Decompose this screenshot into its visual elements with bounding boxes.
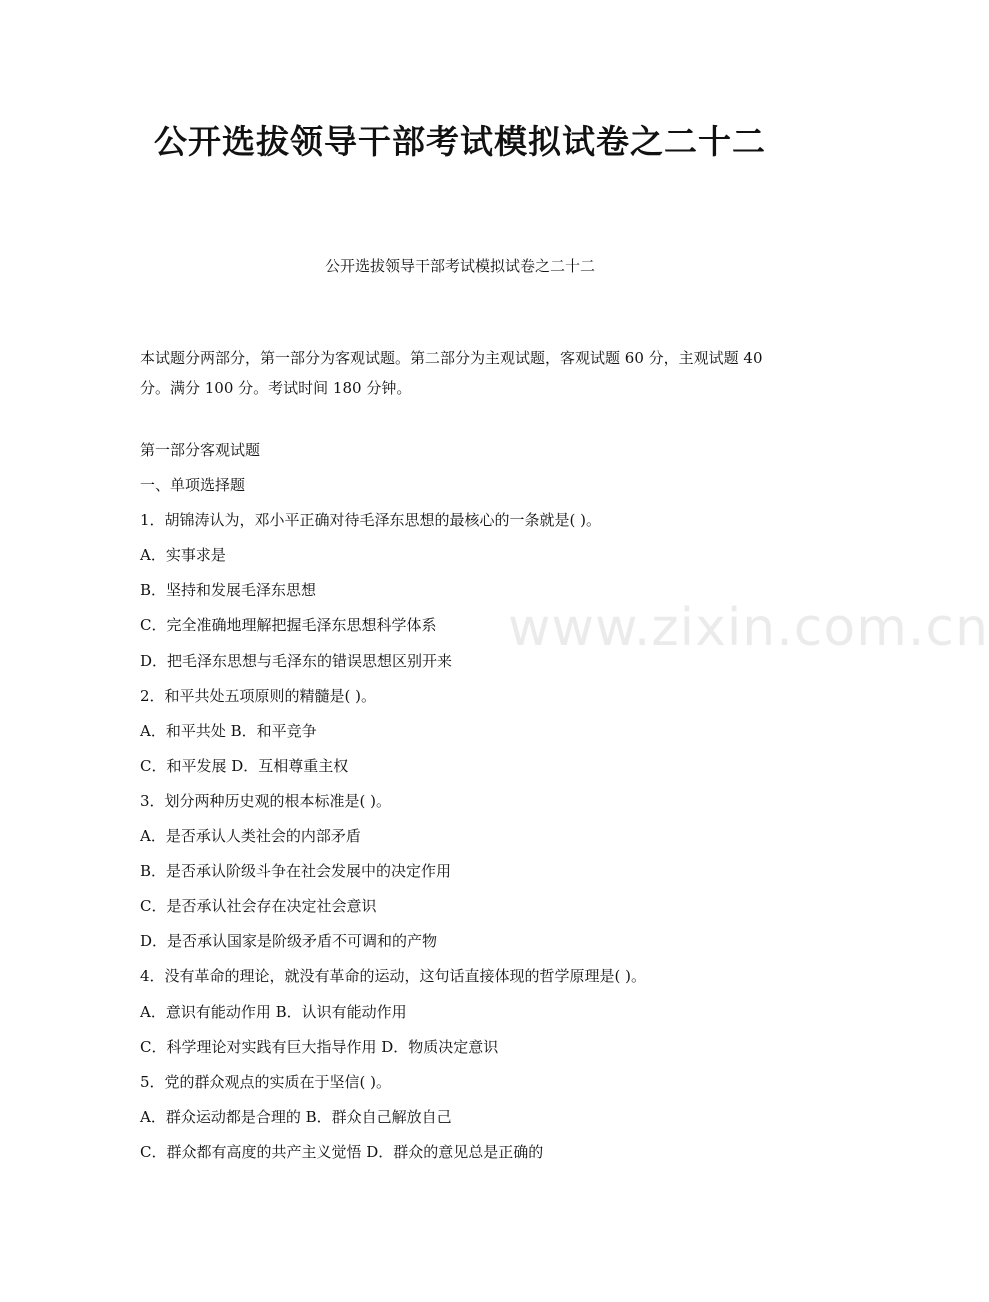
content-line: B．坚持和发展毛泽东思想 [140,581,317,600]
content-line: A．是否承认人类社会的内部矛盾 [140,827,361,846]
document-title: 公开选拔领导干部考试模拟试卷之二十二 [154,122,766,161]
content-line: 4．没有革命的理论，就没有革命的运动，这句话直接体现的哲学原理是( )。 [140,967,647,986]
content-line: A．意识有能动作用 B．认识有能动作用 [140,1002,407,1021]
content-line: B．是否承认阶级斗争在社会发展中的决定作用 [140,862,452,881]
content-line: 第一部分客观试题 [140,441,261,459]
content-line: D．是否承认国家是阶级矛盾不可调和的产物 [140,932,438,951]
content-line: 一、单项选择题 [140,476,246,495]
content-line: C．和平发展 D．互相尊重主权 [140,756,349,775]
content-line: 3．划分两种历史观的根本标准是( )。 [140,791,392,810]
content-line: C．是否承认社会存在决定社会意识 [140,897,377,916]
exam-intro: 本试题分两部分，第一部分为客观试题。第二部分为主观试题，客观试题 60 分，主观试题 40 分。满分 100 分。考试时间 180 分钟。 [140,349,763,397]
question-list [140,433,780,1170]
content-line: 5．党的群众观点的实质在于坚信( )。 [140,1072,392,1091]
content-line: 2．和平共处五项原则的精髓是( )。 [140,686,377,705]
content-line: 1．胡锦涛认为，邓小平正确对待毛泽东思想的最核心的一条就是( )。 [140,511,602,530]
content-line: A．群众运动都是合理的 B．群众自己解放自己 [140,1107,452,1126]
content-line: D．把毛泽东思想与毛泽东的错误思想区别开来 [140,651,453,670]
content-line: C．群众都有高度的共产主义觉悟 D．群众的意见总是正确的 [140,1142,544,1161]
content-line: A．实事求是 [140,546,226,565]
content-line: A．和平共处 B．和平竞争 [140,721,317,740]
content-line: C．完全准确地理解把握毛泽东思想科学体系 [140,616,437,635]
document-subtitle: 公开选拔领导干部考试模拟试卷之二十二 [324,257,595,275]
watermark: www.zixin.com.cn [508,598,989,658]
content-line: C．科学理论对实践有巨大指导作用 D．物质决定意识 [140,1037,499,1056]
